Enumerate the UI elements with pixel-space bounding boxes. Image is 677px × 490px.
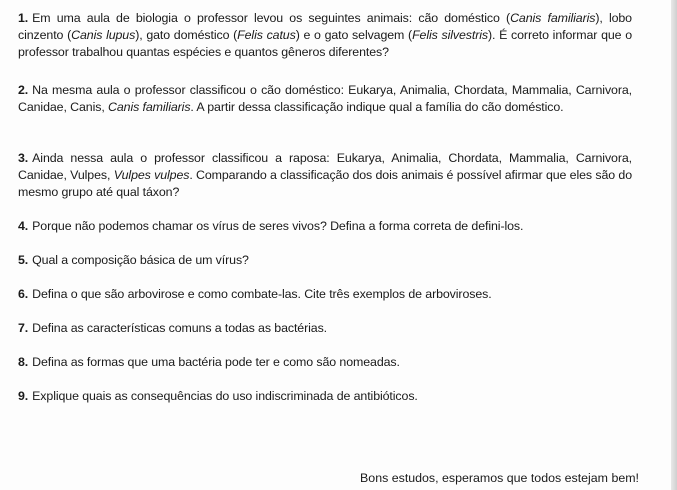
question-9 bbox=[18, 388, 632, 405]
question-text: Defina as formas que uma bactéria pode ter e como são nomeadas. bbox=[32, 355, 400, 369]
question-text: ), gato doméstico ( bbox=[135, 28, 238, 42]
question-number: 4. bbox=[18, 219, 29, 233]
page-edge-shadow bbox=[671, 0, 677, 490]
species-name: Felis silvestris bbox=[412, 28, 488, 42]
question-number: 3. bbox=[18, 151, 29, 165]
question-text: Em uma aula de biologia o professor levou os seguintes animais: cão doméstico ( bbox=[32, 11, 511, 25]
question-6 bbox=[18, 286, 632, 303]
question-text: Qual a composição básica de um vírus? bbox=[32, 253, 249, 267]
question-3 bbox=[18, 150, 632, 201]
species-name: Felis catus bbox=[237, 28, 296, 42]
question-2 bbox=[18, 82, 632, 116]
question-5 bbox=[18, 252, 632, 269]
question-8 bbox=[18, 354, 632, 371]
question-number: 6. bbox=[18, 287, 29, 301]
question-4 bbox=[18, 218, 632, 235]
question-text: Defina as características comuns a todas as bactérias. bbox=[32, 321, 328, 335]
question-1 bbox=[18, 10, 632, 61]
question-text: Ainda nessa aula o professor classificou a raposa: Eukarya, Animalia, Chordata, Mammalia, Carnivora, Canidae, Vulpes, bbox=[18, 151, 632, 182]
question-text: ). É correto informar que o professor trabalhou quantas espécies e quantos gêneros diferentes? bbox=[18, 28, 632, 59]
question-text: . Comparando a classificação dos dois animais é possível afirmar que eles são do mesmo grupo até qual táxon? bbox=[18, 168, 632, 199]
species-name: Canis lupus bbox=[71, 28, 136, 42]
question-7 bbox=[18, 320, 632, 337]
species-name: Canis familiaris bbox=[108, 100, 191, 114]
question-text: Explique quais as consequências do uso indiscriminada de antibióticos. bbox=[32, 389, 418, 403]
question-text: Na mesma aula o professor classificou o cão doméstico: Eukarya, Animalia, Chordata, Mammalia, Carnivora, Canidae, Canis, bbox=[18, 83, 632, 114]
question-number: 8. bbox=[18, 355, 29, 369]
question-text: . A partir dessa classificação indique qual a família do cão doméstico. bbox=[190, 100, 564, 114]
question-text: ) e o gato selvagem ( bbox=[295, 28, 413, 42]
question-number: 7. bbox=[18, 321, 29, 335]
closing-message: Bons estudos, esperamos que todos estejam bem! bbox=[360, 471, 639, 485]
question-number: 5. bbox=[18, 253, 29, 267]
question-text: Porque não podemos chamar os vírus de seres vivos? Defina a forma correta de defini-los. bbox=[32, 219, 524, 233]
species-name: Vulpes vulpes bbox=[113, 168, 190, 182]
question-number: 2. bbox=[18, 83, 29, 97]
species-name: Canis familiaris bbox=[510, 11, 596, 25]
question-number: 9. bbox=[18, 389, 29, 403]
question-text: Defina o que são arbovirose e como combate-las. Cite três exemplos de arboviroses. bbox=[32, 287, 492, 301]
question-number: 1. bbox=[18, 11, 29, 25]
question-text: ), lobo cinzento ( bbox=[18, 11, 632, 42]
